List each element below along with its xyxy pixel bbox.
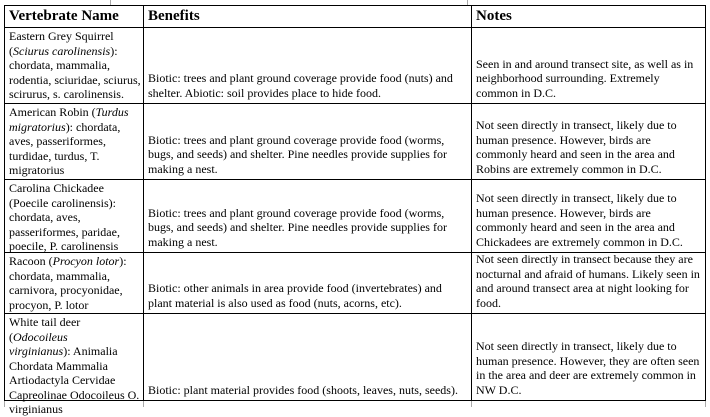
cropped-row-divider-line [4,401,5,407]
column-header-benefits: Benefits [144,6,472,28]
notes-cell: Not seen directly in transect, likely due to human presence. However, birds are commonly heard and seen in the area and Chickadees are extremely common in D.C. [472,180,706,253]
species-benefits-table [4,5,706,416]
vertebrate-name-cell: Eastern Grey Squirrel (Sciurus carolinensis): chordata, mammalia, rodentia, sciuridae, sciurus, scirurus, s. carolinensis. [5,28,144,104]
vertebrate-name-cell: American Robin (Turdus migratorius): chordata, aves, passeriformes, turdidae, turdus, T. migratorius [5,104,144,180]
benefits-cell: Biotic: plant material provides food (shoots, leaves, nuts, seeds). [144,314,472,401]
vertebrate-name-cell: Racoon (Procyon lotor): chordata, mammalia, carnivora, procyonidae, procyon, P. lotor [5,253,144,314]
benefits-cell: Biotic: trees and plant ground coverage provide food (worms, bugs, and seeds) and shelter. Pine needles provide supplies for making a nest. [144,104,472,180]
notes-cell: Not seen directly in transect because they are nocturnal and afraid of humans. Likely seen in and around transect area at night looking for food. [472,253,706,314]
column-header-vertebrate-name: Vertebrate Name [5,6,144,28]
vertebrate-name-cell: White tail deer (Odocoileus virginianus): Animalia Chordata Mammalia Artiodactyla Cervidae Capreolinae Odocoileus O. virginianus [5,314,144,401]
notes-cell: Not seen directly in transect, likely due to human presence. However, they are often seen in the area and deer are extremely common in NW D.C. [472,314,706,401]
notes-cell: Seen in and around transect site, as well as in neighborhood surrounding. Extremely common in D.C. [472,28,706,104]
vertebrate-name-cell: Carolina Chickadee (Poecile carolinensis): chordata, aves, passeriformes, paridae, poecile, P. carolinensis [5,180,144,253]
benefits-cell: Biotic: trees and plant ground coverage provide food (nuts) and shelter. Abiotic: soil provides place to hide food. [144,28,472,104]
benefits-cell: Biotic: trees and plant ground coverage provide food (worms, bugs, and seeds) and shelter. Pine needles provide supplies for making a nest. [144,180,472,253]
benefits-cell: Biotic: other animals in area provide food (invertebrates) and plant material is also used as food (nuts, acorns, etc). [144,253,472,314]
cropped-row-divider-line [143,401,144,407]
cropped-row-divider-line [705,401,706,407]
column-header-notes: Notes [472,6,706,28]
cropped-row-divider-line [471,401,472,407]
notes-cell: Not seen directly in transect, likely due to human presence. However, birds are commonly heard and seen in the area and Robins are extremely common in D.C. [472,104,706,180]
